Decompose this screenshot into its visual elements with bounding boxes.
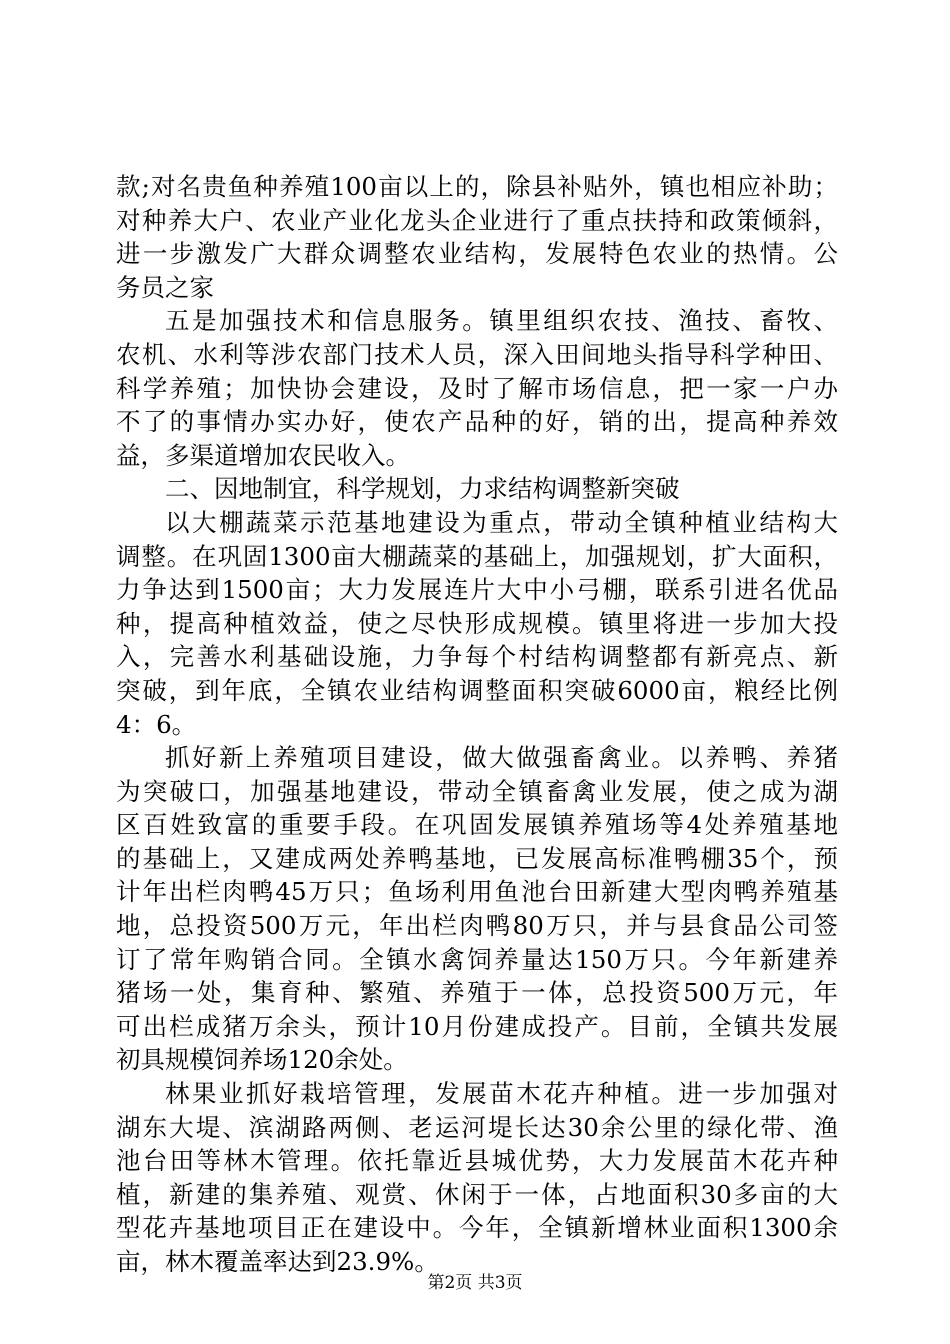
text-line: 益，多渠道增加农民收入。: [116, 440, 410, 470]
text-line: 为突破口，加强基地建设，带动全镇畜禽业发展，使之成为湖: [116, 776, 838, 806]
text-line: 农机、水利等涉农部门技术人员，深入田间地头指导科学种田、: [116, 339, 838, 369]
text-line: 种，提高种植效益，使之尽快形成规模。镇里将进一步加大投: [116, 608, 838, 638]
text-line: 调整。在巩固1300亩大棚蔬菜的基础上，加强规划，扩大面积，: [116, 541, 838, 571]
text-line: 入，完善水利基础设施，力争每个村结构调整都有新亮点、新: [116, 642, 838, 672]
text-line: 订了常年购销合同。全镇水禽饲养量达150万只。今年新建养: [116, 944, 838, 974]
text-line: 的基础上，又建成两处养鸭基地，已发展高标准鸭棚35个，预: [116, 843, 838, 873]
text-line: 4：6。: [116, 709, 197, 739]
document-body: [116, 170, 838, 1279]
text-line: 对种养大户、农业产业化龙头企业进行了重点扶持和政策倾斜，: [116, 205, 838, 235]
text-line: 二、因地制宜，科学规划，力求结构调整新突破: [165, 474, 680, 504]
text-line: 湖东大堤、滨湖路两侧、老运河堤长达30余公里的绿化带、渔: [116, 1112, 838, 1142]
text-line: 抓好新上养殖项目建设，做大做强畜禽业。以养鸭、养猪: [165, 743, 838, 773]
text-line: 亩，林木覆盖率达到23.9%。: [116, 1247, 439, 1276]
text-line: 初具规模饲养场120余处。: [116, 1045, 408, 1075]
text-line: 可出栏成猪万余头，预计10月份建成投产。目前，全镇共发展: [116, 1011, 838, 1041]
text-line: 款;对名贵鱼种养殖100亩以上的，除县补贴外，镇也相应补助；: [116, 172, 838, 201]
text-line: 突破，到年底，全镇农业结构调整面积突破6000亩，粮经比例: [116, 675, 838, 705]
text-line: 不了的事情办实办好，使农产品种的好，销的出，提高种养效: [116, 407, 838, 437]
page-number-footer: 第2页 共3页: [427, 1273, 523, 1293]
text-line: 植，新建的集养殖、观赏、休闲于一体，占地面积30多亩的大: [116, 1179, 838, 1209]
text-line: 地，总投资500万元，年出栏肉鸭80万只，并与县食品公司签: [116, 911, 838, 941]
text-line: 计年出栏肉鸭45万只；鱼场利用鱼池台田新建大型肉鸭养殖基: [116, 877, 838, 907]
text-line: 池台田等林木管理。依托靠近县城优势，大力发展苗木花卉种: [116, 1146, 838, 1176]
text-line: 猪场一处，集育种、繁殖、养殖于一体，总投资500万元，年: [116, 978, 838, 1008]
text-line: 以大棚蔬菜示范基地建设为重点，带动全镇种植业结构大: [165, 507, 838, 537]
text-line: 区百姓致富的重要手段。在巩固发展镇养殖场等4处养殖基地: [116, 810, 838, 840]
text-line: 务员之家: [116, 272, 214, 302]
text-line: 力争达到1500亩；大力发展连片大中小弓棚，联系引进名优品: [116, 575, 838, 605]
text-line: 五是加强技术和信息服务。镇里组织农技、渔技、畜牧、: [165, 306, 838, 336]
text-line: 林果业抓好栽培管理，发展苗木花卉种植。进一步加强对: [165, 1079, 838, 1109]
text-line: 科学养殖；加快协会建设，及时了解市场信息，把一家一户办: [116, 373, 838, 403]
text-line: 进一步激发广大群众调整农业结构，发展特色农业的热情。公: [116, 239, 838, 269]
text-line: 型花卉基地项目正在建设中。今年，全镇新增林业面积1300余: [116, 1213, 838, 1243]
